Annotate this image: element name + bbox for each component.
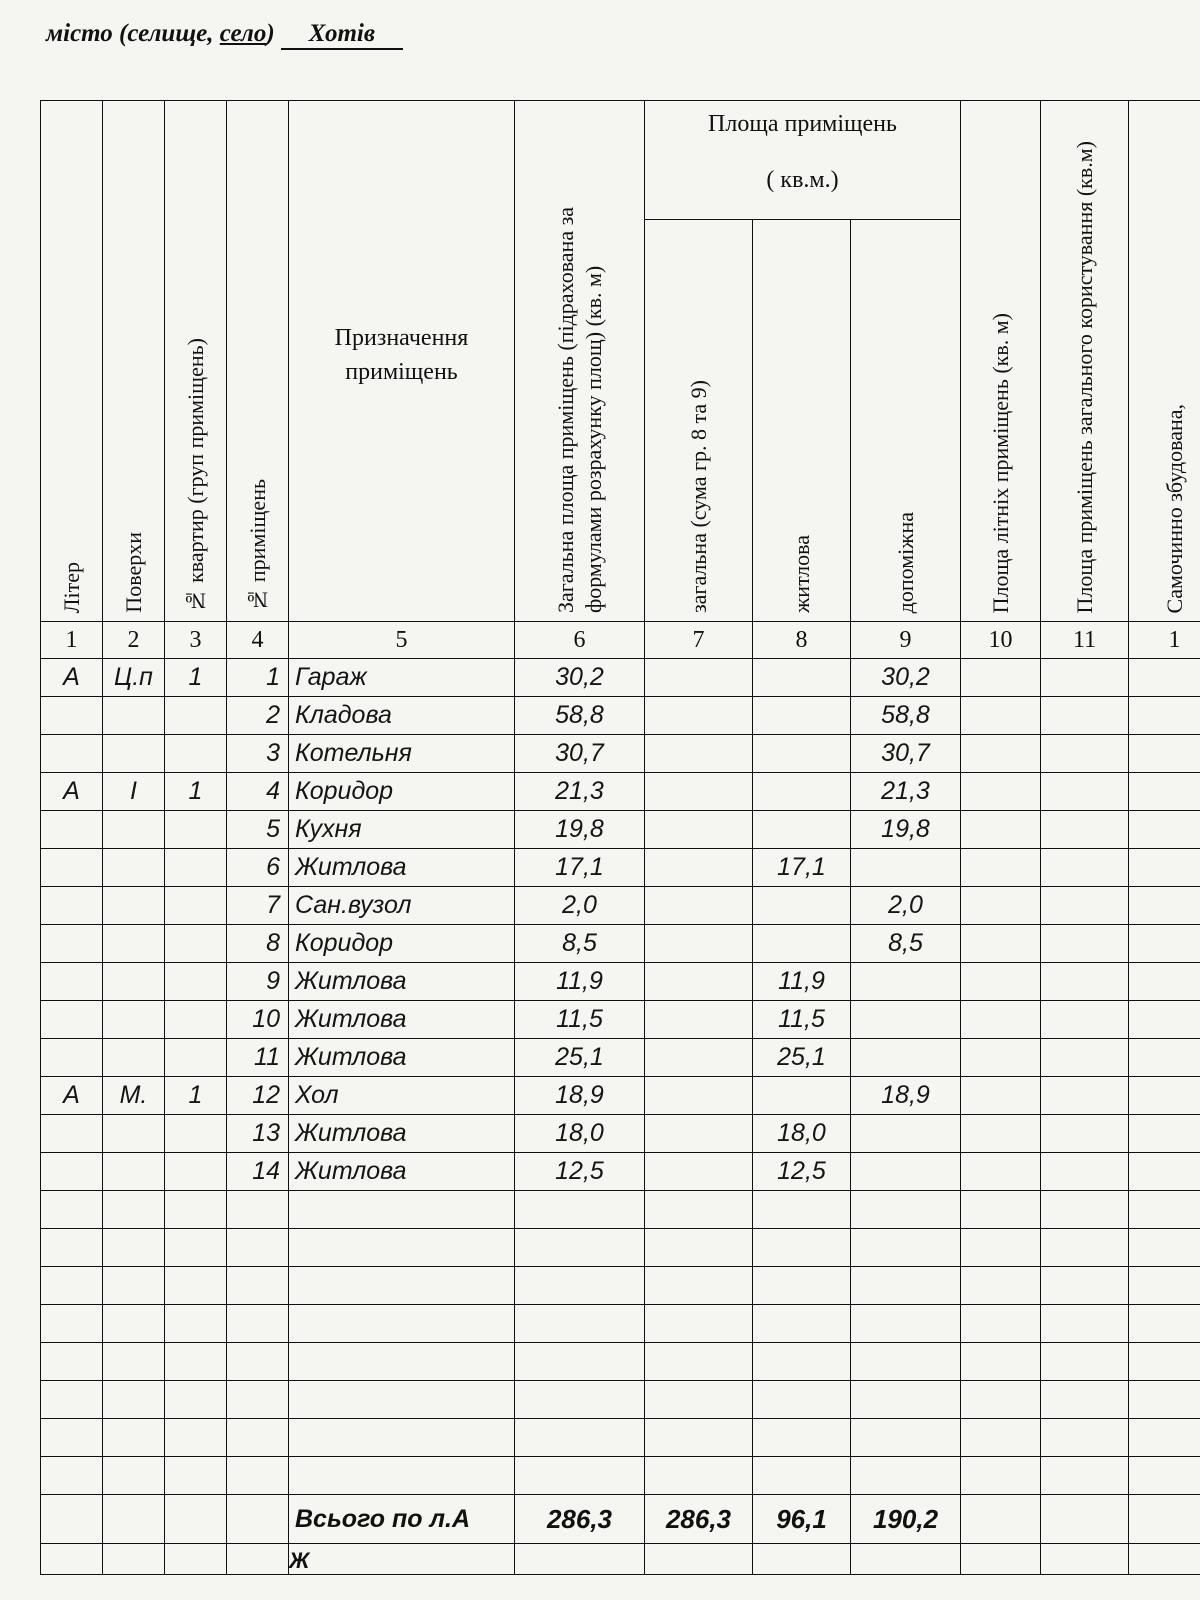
location-town: Хотів: [281, 20, 403, 50]
cell-area-total: [645, 887, 753, 925]
totals-area-total: 286,3: [645, 1495, 753, 1544]
cell-room: 10: [227, 1001, 289, 1039]
cell-apt: [165, 925, 227, 963]
cell-liter: [41, 887, 103, 925]
header-total-area-calc: Загальна площа приміщень (підрахована за формулами розрахунку площ) (кв. м): [515, 101, 645, 622]
cell-living: [753, 659, 851, 697]
cell-liter: [41, 1153, 103, 1191]
cell-aux: [851, 1001, 961, 1039]
cell-purpose: Житлова: [289, 1153, 515, 1191]
cell-floor: М.: [103, 1077, 165, 1115]
cell-area-total: [645, 849, 753, 887]
totals-label: Всього по л.А: [289, 1495, 515, 1544]
cell-total: 19,8: [515, 811, 645, 849]
cell-liter: [41, 697, 103, 735]
cell-aux: 2,0: [851, 887, 961, 925]
table-row: [41, 735, 1200, 773]
location-line: [46, 20, 403, 50]
cell-apt: 1: [165, 1077, 227, 1115]
cell-total: 21,3: [515, 773, 645, 811]
cell-aux: [851, 1153, 961, 1191]
cell-area-total: [645, 735, 753, 773]
cell-purpose: Гараж: [289, 659, 515, 697]
cell-area-total: [645, 925, 753, 963]
cell-living: [753, 773, 851, 811]
cell-total: 11,5: [515, 1001, 645, 1039]
col-num: 6: [515, 622, 645, 659]
cell-aux: 19,8: [851, 811, 961, 849]
cell-liter: [41, 1001, 103, 1039]
cell-area-total: [645, 963, 753, 1001]
cell-room: 11: [227, 1039, 289, 1077]
cell-area-total: [645, 1001, 753, 1039]
table-row: [41, 1115, 1200, 1153]
header-self-built: Самочинно збудована,: [1129, 101, 1200, 622]
cell-floor: [103, 887, 165, 925]
table-row: [41, 963, 1200, 1001]
cell-liter: [41, 849, 103, 887]
cell-floor: [103, 1001, 165, 1039]
cell-room: 4: [227, 773, 289, 811]
empty-row: [41, 1229, 1200, 1267]
header-area-total: загальна (сума гр. 8 та 9): [645, 220, 753, 622]
cell-purpose: Котельня: [289, 735, 515, 773]
cell-apt: [165, 887, 227, 925]
header-area-living: житлова: [753, 220, 851, 622]
table-row: [41, 1077, 1200, 1115]
totals-row: [41, 1495, 1200, 1544]
col-num: 1: [41, 622, 103, 659]
cell-room: 3: [227, 735, 289, 773]
cell-total: 18,9: [515, 1077, 645, 1115]
table-row: [41, 925, 1200, 963]
cell-aux: [851, 849, 961, 887]
table-row: [41, 811, 1200, 849]
cell-purpose: Коридор: [289, 773, 515, 811]
cell-aux: 58,8: [851, 697, 961, 735]
cell-living: [753, 925, 851, 963]
cell-living: 18,0: [753, 1115, 851, 1153]
cell-area-total: [645, 697, 753, 735]
cell-room: 13: [227, 1115, 289, 1153]
cell-room: 8: [227, 925, 289, 963]
cell-purpose: Коридор: [289, 925, 515, 963]
cell-area-total: [645, 811, 753, 849]
empty-row: [41, 1305, 1200, 1343]
cell-total: 8,5: [515, 925, 645, 963]
cell-living: 25,1: [753, 1039, 851, 1077]
cell-living: 17,1: [753, 849, 851, 887]
cell-purpose: Кладова: [289, 697, 515, 735]
cell-room: 14: [227, 1153, 289, 1191]
cell-floor: І: [103, 773, 165, 811]
header-apartment-no: № квартир (груп приміщень): [165, 101, 227, 622]
cell-purpose: Житлова: [289, 849, 515, 887]
cell-liter: А: [41, 1077, 103, 1115]
cell-floor: [103, 925, 165, 963]
cell-living: [753, 1077, 851, 1115]
cell-apt: [165, 735, 227, 773]
col-num: 5: [289, 622, 515, 659]
header-area-group: Площа приміщень ( кв.м.): [645, 101, 961, 220]
table-row: [41, 1039, 1200, 1077]
header-liter: Літер: [41, 101, 103, 622]
cell-living: [753, 697, 851, 735]
table-row: [41, 849, 1200, 887]
cell-aux: [851, 1115, 961, 1153]
cell-aux: 30,2: [851, 659, 961, 697]
cell-area-total: [645, 1153, 753, 1191]
cell-apt: [165, 1115, 227, 1153]
cell-room: 12: [227, 1077, 289, 1115]
cell-aux: 18,9: [851, 1077, 961, 1115]
cell-liter: [41, 1039, 103, 1077]
rooms-table: [40, 100, 1200, 1575]
cut-row: [41, 1544, 1200, 1575]
header-floors: Поверхи: [103, 101, 165, 622]
totals-living: 96,1: [753, 1495, 851, 1544]
cut-label: Ж: [289, 1544, 515, 1575]
cell-floor: [103, 1039, 165, 1077]
cell-purpose: Житлова: [289, 1115, 515, 1153]
cell-liter: [41, 1115, 103, 1153]
data-rows: [41, 659, 1200, 1191]
cell-apt: [165, 849, 227, 887]
cell-living: 12,5: [753, 1153, 851, 1191]
cell-aux: [851, 1039, 961, 1077]
cell-apt: 1: [165, 659, 227, 697]
cell-floor: [103, 811, 165, 849]
location-prefix: місто (селище,: [46, 20, 220, 47]
cell-floor: [103, 963, 165, 1001]
table-row: [41, 1153, 1200, 1191]
cell-apt: [165, 1039, 227, 1077]
cell-purpose: Житлова: [289, 963, 515, 1001]
header-common-area: Площа приміщень загального користування (кв.м): [1041, 101, 1129, 622]
cell-total: 2,0: [515, 887, 645, 925]
col-num: 1: [1129, 622, 1200, 659]
cell-apt: [165, 697, 227, 735]
cell-total: 11,9: [515, 963, 645, 1001]
cell-liter: [41, 963, 103, 1001]
cell-area-total: [645, 1039, 753, 1077]
empty-row: [41, 1419, 1200, 1457]
empty-row: [41, 1457, 1200, 1495]
location-suffix: ): [266, 20, 275, 47]
column-number-row: [41, 622, 1200, 659]
cell-purpose: Хол: [289, 1077, 515, 1115]
cell-aux: 30,7: [851, 735, 961, 773]
location-underlined: село: [219, 20, 267, 47]
cell-floor: [103, 849, 165, 887]
empty-rows: [41, 1191, 1200, 1495]
cell-area-total: [645, 773, 753, 811]
cell-total: 30,2: [515, 659, 645, 697]
cell-apt: [165, 811, 227, 849]
cell-total: 17,1: [515, 849, 645, 887]
cell-area-total: [645, 1077, 753, 1115]
cell-floor: [103, 1115, 165, 1153]
cell-aux: 8,5: [851, 925, 961, 963]
col-num: 2: [103, 622, 165, 659]
header-summer-area: Площа літніх приміщень (кв. м): [961, 101, 1041, 622]
cell-floor: [103, 1153, 165, 1191]
cell-aux: 21,3: [851, 773, 961, 811]
cell-liter: [41, 811, 103, 849]
cell-liter: А: [41, 773, 103, 811]
cell-apt: [165, 1001, 227, 1039]
cell-purpose: Сан.вузол: [289, 887, 515, 925]
cell-purpose: Житлова: [289, 1001, 515, 1039]
cell-liter: [41, 925, 103, 963]
col-num: 8: [753, 622, 851, 659]
cell-room: 7: [227, 887, 289, 925]
cell-room: 1: [227, 659, 289, 697]
cell-liter: [41, 735, 103, 773]
header-row-top: [41, 101, 1200, 220]
cell-room: 9: [227, 963, 289, 1001]
col-num: 3: [165, 622, 227, 659]
cell-apt: [165, 963, 227, 1001]
cell-floor: [103, 697, 165, 735]
cell-apt: 1: [165, 773, 227, 811]
col-num: 9: [851, 622, 961, 659]
cell-living: 11,5: [753, 1001, 851, 1039]
cell-floor: [103, 735, 165, 773]
cell-living: 11,9: [753, 963, 851, 1001]
cell-total: 25,1: [515, 1039, 645, 1077]
cell-aux: [851, 963, 961, 1001]
empty-row: [41, 1381, 1200, 1419]
header-area-auxiliary: допоміжна: [851, 220, 961, 622]
col-num: 11: [1041, 622, 1129, 659]
table-row: [41, 887, 1200, 925]
cell-apt: [165, 1153, 227, 1191]
cell-total: 18,0: [515, 1115, 645, 1153]
header-purpose: Призначення приміщень: [289, 101, 515, 622]
cell-total: 58,8: [515, 697, 645, 735]
cell-room: 5: [227, 811, 289, 849]
cell-room: 6: [227, 849, 289, 887]
col-num: 7: [645, 622, 753, 659]
cell-living: [753, 887, 851, 925]
col-num: 10: [961, 622, 1041, 659]
cell-room: 2: [227, 697, 289, 735]
cell-liter: А: [41, 659, 103, 697]
cell-purpose: Кухня: [289, 811, 515, 849]
cell-living: [753, 735, 851, 773]
cell-living: [753, 811, 851, 849]
empty-row: [41, 1191, 1200, 1229]
cell-floor: Ц.п: [103, 659, 165, 697]
table-row: [41, 773, 1200, 811]
table-row: [41, 1001, 1200, 1039]
cell-area-total: [645, 659, 753, 697]
table-row: [41, 697, 1200, 735]
cell-total: 30,7: [515, 735, 645, 773]
totals-aux: 190,2: [851, 1495, 961, 1544]
empty-row: [41, 1267, 1200, 1305]
cell-total: 12,5: [515, 1153, 645, 1191]
cell-area-total: [645, 1115, 753, 1153]
header-room-no: № приміщень: [227, 101, 289, 622]
empty-row: [41, 1343, 1200, 1381]
col-num: 4: [227, 622, 289, 659]
totals-total: 286,3: [515, 1495, 645, 1544]
cell-purpose: Житлова: [289, 1039, 515, 1077]
table-row: [41, 659, 1200, 697]
